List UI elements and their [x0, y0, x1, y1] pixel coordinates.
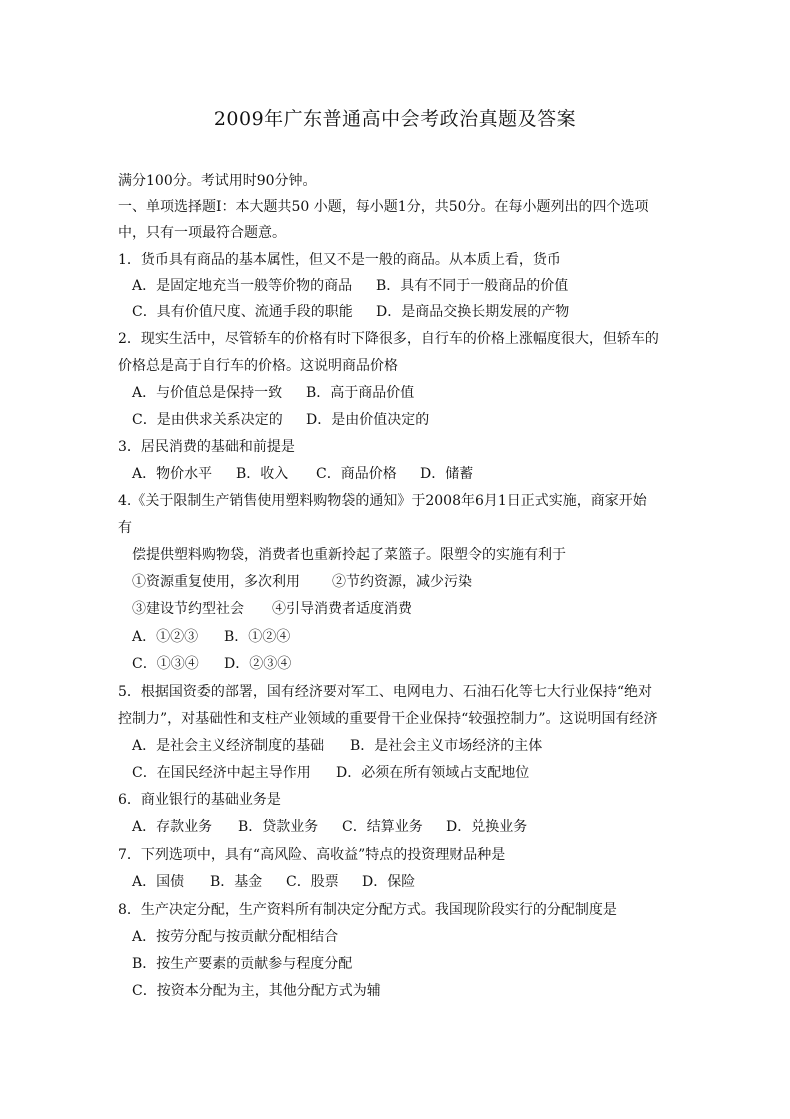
question-5-option-b: B．是社会主义市场经济的主体: [350, 738, 543, 754]
question-1-option-b: B．具有不同于一般商品的价值: [376, 278, 569, 294]
exam-intro: 满分100分。考试用时90分钟。: [118, 173, 317, 189]
question-7-option-d: D．保险: [362, 874, 416, 890]
question-3-option-d: D．储蓄: [420, 466, 474, 482]
question-4-stem-line-1: 4.《关于限制生产销售使用塑料购物袋的通知》于2008年6月1日正式实施，商家开始: [118, 493, 647, 509]
question-8-option-a: A．按劳分配与按贡献分配相结合: [132, 929, 339, 945]
question-3-stem: 3．居民消费的基础和前提是: [118, 439, 295, 455]
question-1-stem: 1．货币具有商品的基本属性，但又不是一般的商品。从本质上看，货币: [118, 252, 561, 268]
question-4-option-b: B．①②④: [224, 629, 291, 645]
section-heading-line-1: 一、单项选择题Ⅰ：本大题共50 小题，每小题1分，共50分。在每小题列出的四个选项: [118, 199, 649, 215]
question-2-option-d: D．是由价值决定的: [306, 412, 430, 428]
question-5-option-d: D．必须在所有领域占支配地位: [336, 765, 530, 781]
question-7-option-b: B．基金: [210, 874, 263, 890]
page-title: 2009年广东普通高中会考政治真题及答案: [213, 108, 577, 130]
question-6-option-c: C．结算业务: [342, 819, 423, 835]
question-2-option-b: B．高于商品价值: [306, 385, 415, 401]
question-4-item-1: ①资源重复使用，多次利用: [132, 574, 300, 590]
question-4-stem-line-2: 有: [118, 520, 132, 536]
question-1-option-d: D．是商品交换长期发展的产物: [376, 304, 570, 320]
question-4-item-2: ②节约资源，减少污染: [332, 574, 472, 590]
section-heading-line-2: 中，只有一项最符合题意。: [118, 225, 286, 241]
question-5-option-c: C．在国民经济中起主导作用: [132, 765, 311, 781]
question-8-stem: 8．生产决定分配，生产资料所有制决定分配方式。我国现阶段实行的分配制度是: [118, 902, 617, 918]
question-2-option-c: C．是由供求关系决定的: [132, 412, 283, 428]
question-2-stem-line-1: 2．现实生活中，尽管轿车的价格有时下降很多，自行车的价格上涨幅度很大，但轿车的: [118, 331, 659, 347]
question-1-option-c: C．具有价值尺度、流通手段的职能: [132, 304, 353, 320]
question-6-option-b: B．贷款业务: [238, 819, 319, 835]
question-3-option-b: B．收入: [236, 466, 289, 482]
question-5-stem-line-1: 5．根据国资委的部署，国有经济要对军工、电网电力、石油石化等七大行业保持“绝对: [118, 684, 653, 700]
question-7-option-c: C．股票: [286, 874, 339, 890]
question-6-option-d: D．兑换业务: [446, 819, 528, 835]
question-2-stem-line-2: 价格总是高于自行车的价格。这说明商品价格: [118, 358, 398, 374]
question-4-option-a: A．①②③: [132, 629, 199, 645]
question-3-option-c: C．商品价格: [316, 466, 397, 482]
question-4-item-4: ④引导消费者适度消费: [272, 601, 412, 617]
question-7-stem: 7．下列选项中，具有“高风险、高收益”特点的投资理财品种是: [118, 847, 506, 863]
question-7-option-a: A．国债: [132, 874, 185, 890]
question-2-option-a: A．与价值总是保持一致: [132, 385, 283, 401]
question-6-option-a: A．存款业务: [132, 819, 213, 835]
question-8-option-c: C．按资本分配为主，其他分配方式为辅: [132, 983, 381, 999]
question-4-option-c: C．①③④: [132, 656, 199, 672]
question-4-option-d: D．②③④: [224, 656, 292, 672]
question-6-stem: 6．商业银行的基础业务是: [118, 792, 281, 808]
question-8-option-b: B．按生产要素的贡献参与程度分配: [132, 956, 353, 972]
question-4-stem-line-3: 偿提供塑料购物袋，消费者也重新拎起了菜篮子。限塑令的实施有利于: [132, 547, 566, 563]
question-4-item-3: ③建设节约型社会: [132, 601, 244, 617]
question-1-option-a: A．是固定地充当一般等价物的商品: [132, 278, 353, 294]
question-5-stem-line-2: 控制力”，对基础性和支柱产业领域的重要骨干企业保持“较强控制力”。这说明国有经济: [118, 711, 658, 727]
question-3-option-a: A．物价水平: [132, 466, 213, 482]
question-5-option-a: A．是社会主义经济制度的基础: [132, 738, 325, 754]
